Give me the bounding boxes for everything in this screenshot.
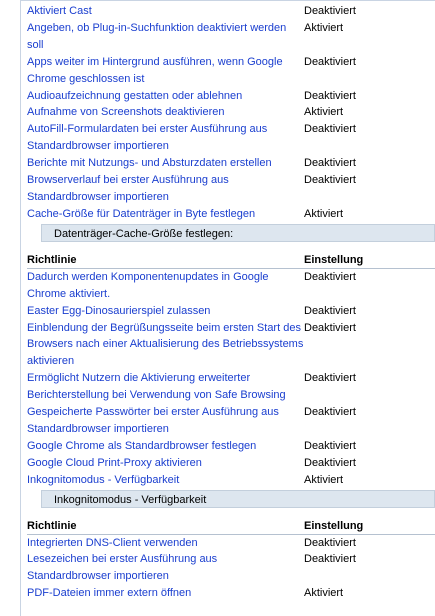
policy-name-link[interactable] — [27, 585, 304, 602]
policy-name-line: Aufnahme von Screenshots deaktivieren — [27, 106, 225, 119]
policy-row — [27, 370, 435, 404]
policy-name-line: Google Cloud Print-Proxy aktivieren — [27, 456, 202, 469]
policy-setting-value: Deaktiviert — [304, 536, 356, 549]
policy-row — [27, 20, 435, 54]
policy-name-link[interactable] — [27, 551, 304, 585]
policy-setting-value: Deaktiviert — [304, 553, 356, 566]
incognito-subpanel: Inkognitomodus - Verfügbarkeit — [41, 490, 435, 508]
policy-name-line: Audioaufzeichnung gestatten oder ablehnen — [27, 89, 243, 102]
column-header-policy: Richtlinie — [27, 253, 77, 266]
policy-name-line: Apps weiter im Hintergrund ausführen, wenn Google — [27, 55, 283, 68]
policy-name-line: Standardbrowser importieren — [27, 570, 169, 583]
policy-name-line: Browserverlauf bei erster Ausführung aus — [27, 174, 229, 187]
policy-name-link[interactable] — [27, 54, 304, 88]
policy-name-line: Gespeicherte Passwörter bei erster Ausführung aus — [27, 406, 279, 419]
policy-setting-value: Deaktiviert — [304, 55, 356, 68]
policy-name-link[interactable] — [27, 472, 304, 489]
policy-name-line: Standardbrowser importieren — [27, 190, 169, 203]
policy-name-line: soll — [27, 38, 44, 51]
policy-name-link[interactable] — [27, 320, 304, 371]
policy-name-link[interactable] — [27, 535, 304, 552]
policy-setting-value: Aktiviert — [304, 587, 344, 600]
policy-row — [27, 54, 435, 88]
column-header-policy: Richtlinie — [27, 519, 77, 532]
policy-setting-value: Deaktiviert — [304, 157, 356, 170]
policy-setting-value: Deaktiviert — [304, 439, 356, 452]
policy-name-line: Google Chrome als Standardbrowser festlegen — [27, 439, 257, 452]
policy-name-line: PDF-Dateien immer extern öffnen — [27, 587, 192, 600]
section-2 — [27, 269, 435, 489]
policy-setting-value: Deaktiviert — [304, 89, 356, 102]
column-header-setting: Einstellung — [304, 253, 364, 266]
policy-setting-value: Aktiviert — [304, 21, 344, 34]
policy-row — [27, 3, 435, 20]
policy-setting-value: Deaktiviert — [304, 372, 356, 385]
policy-name-line: Einblendung der Begrüßungsseite beim ersten Start des — [27, 321, 301, 334]
policy-name-link[interactable] — [27, 370, 304, 404]
policy-name-link[interactable] — [27, 404, 304, 438]
section-1 — [27, 3, 435, 223]
policy-name-line: Lesezeichen bei erster Ausführung aus — [27, 553, 218, 566]
policy-name-link[interactable] — [27, 121, 304, 155]
policy-name-line: Inkognitomodus - Verfügbarkeit — [27, 473, 180, 486]
policy-name-link[interactable] — [27, 172, 304, 206]
policy-name-link[interactable] — [27, 104, 304, 121]
policy-name-link[interactable] — [27, 455, 304, 472]
policy-setting-value: Deaktiviert — [304, 123, 356, 136]
policy-setting-value: Aktiviert — [304, 106, 344, 119]
policy-name-link[interactable] — [27, 88, 304, 105]
policy-row — [27, 472, 435, 489]
policy-content — [27, 3, 435, 602]
policy-name-line: Angeben, ob Plug-in-Suchfunktion deaktiviert werden — [27, 21, 287, 34]
policy-name-line: Berichte mit Nutzungs- und Absturzdaten erstellen — [27, 157, 272, 170]
policy-row — [27, 551, 435, 585]
policy-name-line: Berichterstellung bei Verwendung von Safe Browsing — [27, 389, 286, 402]
policy-name-line: Browsers nach einer Aktualisierung des Betriebssystems — [27, 338, 304, 351]
policy-row — [27, 172, 435, 206]
policy-name-line: Aktiviert Cast — [27, 5, 92, 17]
top-border — [20, 0, 435, 1]
policy-row — [27, 438, 435, 455]
policy-name-line: Chrome aktiviert. — [27, 287, 111, 300]
policy-name-line: Chrome geschlossen ist — [27, 72, 145, 85]
policy-row — [27, 155, 435, 172]
policy-row — [27, 206, 435, 223]
policy-name-link[interactable] — [27, 3, 304, 20]
policy-setting-value: Aktiviert — [304, 473, 344, 486]
policy-setting-value: Deaktiviert — [304, 321, 356, 334]
policy-row — [27, 269, 435, 303]
policy-name-line: AutoFill-Formulardaten bei erster Ausführung aus — [27, 123, 268, 136]
policy-row — [27, 88, 435, 105]
policy-name-line: aktivieren — [27, 355, 75, 368]
policy-row — [27, 404, 435, 438]
cache-size-subpanel: Datenträger-Cache-Größe festlegen: — [41, 224, 435, 242]
policy-name-line: Standardbrowser importieren — [27, 422, 169, 435]
policy-name-line: Integrierten DNS-Client verwenden — [27, 536, 198, 549]
policy-name-line: Easter Egg-Dinosaurierspiel zulassen — [27, 304, 211, 317]
policy-name-link[interactable] — [27, 438, 304, 455]
policy-setting-value: Deaktiviert — [304, 270, 356, 283]
policy-setting-value: Deaktiviert — [304, 304, 356, 317]
policy-setting-value: Aktiviert — [304, 207, 344, 220]
section-3 — [27, 535, 435, 603]
policy-setting-value: Deaktiviert — [304, 5, 356, 17]
policy-name-link[interactable] — [27, 303, 304, 320]
table-header — [27, 252, 435, 269]
policy-name-link[interactable] — [27, 269, 304, 303]
policy-row — [27, 303, 435, 320]
policy-row — [27, 455, 435, 472]
policy-row — [27, 104, 435, 121]
policy-name-line: Dadurch werden Komponentenupdates in Google — [27, 270, 269, 283]
policy-row — [27, 585, 435, 602]
left-border — [20, 0, 21, 616]
policy-name-link[interactable] — [27, 20, 304, 54]
policy-name-link[interactable] — [27, 155, 304, 172]
policy-row — [27, 535, 435, 552]
policy-row — [27, 121, 435, 155]
policy-name-link[interactable] — [27, 206, 304, 223]
policy-setting-value: Deaktiviert — [304, 456, 356, 469]
table-header — [27, 518, 435, 535]
column-header-setting: Einstellung — [304, 519, 364, 532]
policy-setting-value: Deaktiviert — [304, 406, 356, 419]
policy-name-line: Cache-Größe für Datenträger in Byte festlegen — [27, 207, 256, 220]
policy-name-line: Ermöglicht Nutzern die Aktivierung erweiterter — [27, 372, 251, 385]
policy-setting-value: Deaktiviert — [304, 174, 356, 187]
policy-name-line: Standardbrowser importieren — [27, 140, 169, 153]
policy-row — [27, 320, 435, 371]
